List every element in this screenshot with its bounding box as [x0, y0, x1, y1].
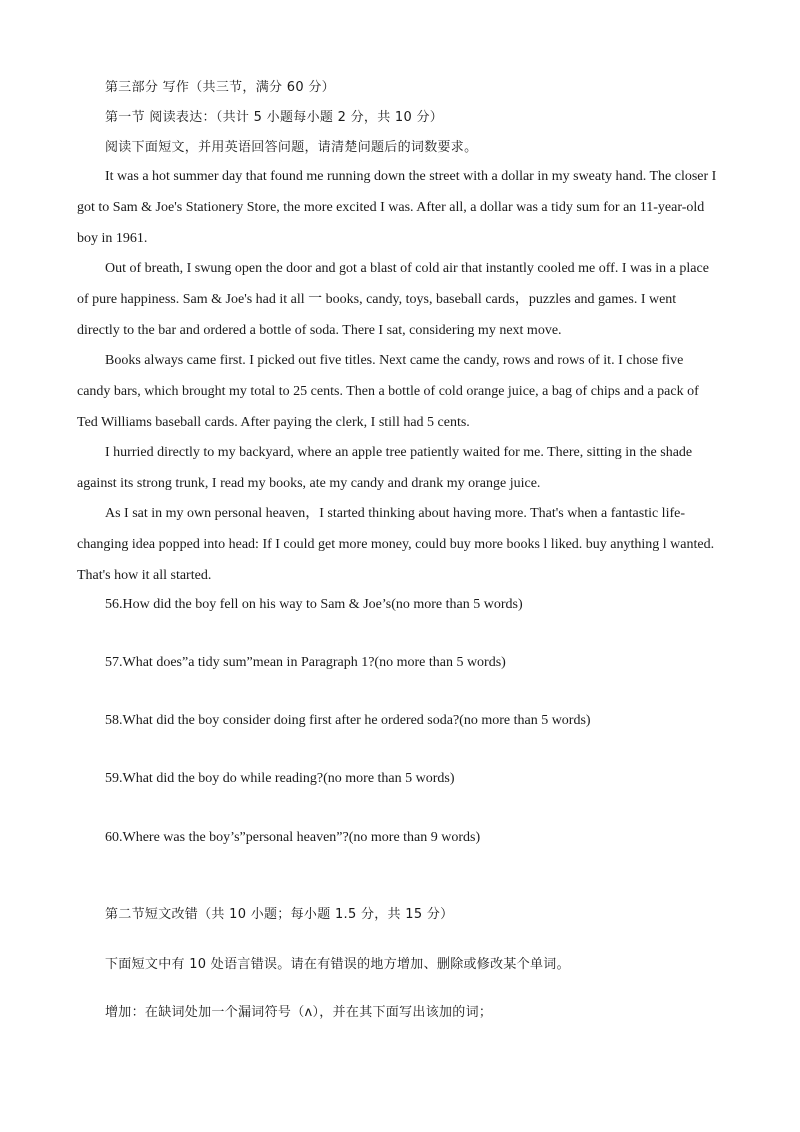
- question-60: 60.Where was the boy’s”personal heaven”?(no more than 9 words): [105, 830, 481, 845]
- passage-line: That's how it all started.: [77, 568, 212, 583]
- question-56: 56.How did the boy fell on his way to Sam & Joe’s(no more than 5 words): [105, 597, 523, 612]
- passage-line: As I sat in my own personal heaven，I started thinking about having more. That's when a fantastic life-: [105, 506, 686, 521]
- question-58: 58.What did the boy consider doing first after he ordered soda?(no more than 5 words): [105, 713, 591, 728]
- section2-heading: 第二节短文改错（共 10 小题；每小题 1.5 分，共 15 分）: [105, 907, 454, 922]
- passage-line: directly to the bar and ordered a bottle of soda. There I sat, considering my next move.: [77, 323, 562, 338]
- add-rule: 增加：在缺词处加一个漏词符号（ʌ），并在其下面写出该加的词；: [105, 1005, 493, 1020]
- passage-line: Out of breath, I swung open the door and got a blast of cold air that instantly cooled me off. I was in a place: [105, 261, 709, 276]
- part3-heading: 第三部分 写作（共三节，满分 60 分）: [105, 80, 335, 95]
- passage-line: Books always came first. I picked out five titles. Next came the candy, rows and rows of it. I chose five: [105, 353, 684, 368]
- correction-instruction: 下面短文中有 10 处语言错误。请在有错误的地方增加、删除或修改某个单词。: [105, 957, 570, 972]
- reading-instruction: 阅读下面短文，并用英语回答问题，请清楚问题后的词数要求。: [105, 140, 478, 155]
- passage-line: Ted Williams baseball cards. After paying the clerk, I still had 5 cents.: [77, 415, 470, 430]
- question-57: 57.What does”a tidy sum”mean in Paragraph 1?(no more than 5 words): [105, 655, 506, 670]
- passage-line: candy bars, which brought my total to 25 cents. Then a bottle of cold orange juice, a bag of chips and a pack of: [77, 384, 699, 399]
- passage-line: changing idea popped into head: If I could get more money, could buy more books l liked. buy anything l wanted.: [77, 537, 715, 552]
- passage-line: against its strong trunk, I read my books, ate my candy and drank my orange juice.: [77, 476, 541, 491]
- passage-line: It was a hot summer day that found me running down the street with a dollar in my sweaty hand. The closer I: [105, 169, 717, 184]
- passage-line: boy in 1961.: [77, 231, 148, 246]
- section1-heading: 第一节 阅读表达：（共计 5 小题每小题 2 分，共 10 分）: [105, 110, 444, 125]
- passage-line: I hurried directly to my backyard, where an apple tree patiently waited for me. There, sitting in the shade: [105, 445, 693, 460]
- question-59: 59.What did the boy do while reading?(no more than 5 words): [105, 771, 455, 786]
- passage-line: got to Sam & Joe's Stationery Store, the more excited I was. After all, a dollar was a tidy sum for an 11-year-old: [77, 200, 705, 215]
- passage-line: of pure happiness. Sam & Joe's had it all 一 books, candy, toys, baseball cards，puzzles and games. I went: [77, 292, 677, 307]
